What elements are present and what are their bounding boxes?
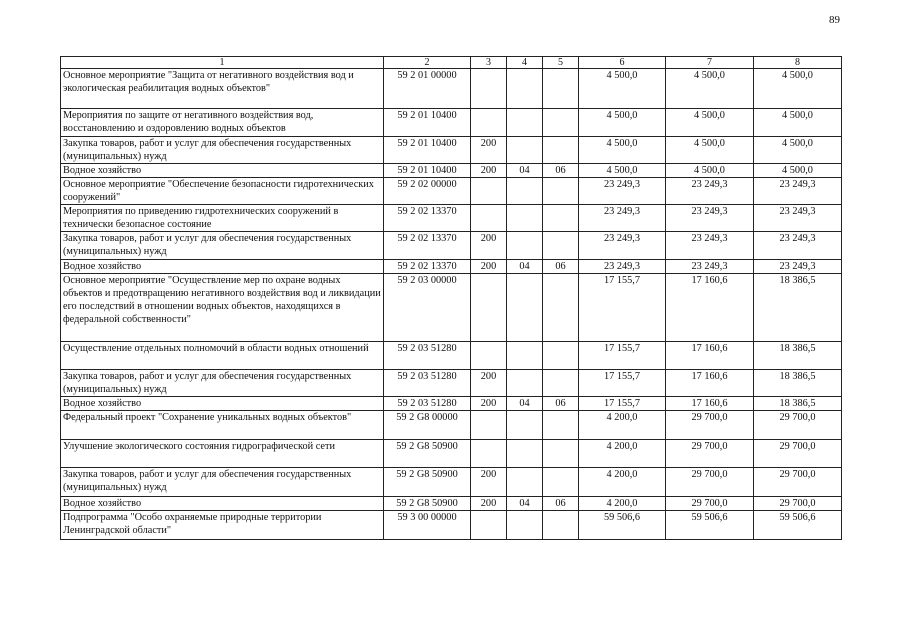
row-value-7: 17 160,6 — [666, 397, 754, 411]
table-row — [61, 178, 842, 205]
row-rz — [507, 411, 543, 440]
row-vr — [471, 511, 507, 540]
row-value-7: 4 500,0 — [666, 69, 754, 109]
row-name: Мероприятия по защите от негативного воздействия вод, восстановлению и оздоровлению водных объектов — [61, 109, 384, 137]
row-rz — [507, 69, 543, 109]
row-code: 59 2 02 13370 — [384, 232, 471, 260]
row-rz: 04 — [507, 397, 543, 411]
row-value-7: 17 160,6 — [666, 370, 754, 397]
row-vr: 200 — [471, 232, 507, 260]
header-row — [61, 57, 842, 69]
row-name: Улучшение экологического состояния гидрографической сети — [61, 440, 384, 468]
row-rz — [507, 109, 543, 137]
row-rz — [507, 178, 543, 205]
row-rz — [507, 468, 543, 497]
row-value-7: 59 506,6 — [666, 511, 754, 540]
row-value-6: 17 155,7 — [579, 370, 666, 397]
row-value-6: 4 200,0 — [579, 497, 666, 511]
row-name: Закупка товаров, работ и услуг для обеспечения государственных (муниципальных) нужд — [61, 370, 384, 397]
row-vr: 200 — [471, 468, 507, 497]
table-row — [61, 205, 842, 232]
row-value-7: 4 500,0 — [666, 137, 754, 164]
row-code: 59 2 G8 50900 — [384, 468, 471, 497]
row-rz — [507, 511, 543, 540]
row-name: Закупка товаров, работ и услуг для обеспечения государственных (муниципальных) нужд — [61, 468, 384, 497]
row-value-8: 4 500,0 — [754, 109, 842, 137]
row-vr: 200 — [471, 164, 507, 178]
row-rz — [507, 274, 543, 342]
row-name: Основное мероприятие "Защита от негативного воздействия вод и экологическая реабилитация водных объектов" — [61, 69, 384, 109]
row-code: 59 2 01 10400 — [384, 164, 471, 178]
row-value-8: 23 249,3 — [754, 178, 842, 205]
row-value-6: 23 249,3 — [579, 260, 666, 274]
row-vr — [471, 342, 507, 370]
table-row — [61, 511, 842, 540]
row-name: Водное хозяйство — [61, 397, 384, 411]
row-value-6: 4 500,0 — [579, 164, 666, 178]
row-pr — [543, 511, 579, 540]
header-cell: 6 — [579, 57, 666, 69]
row-name: Основное мероприятие "Обеспечение безопасности гидротехнических сооружений" — [61, 178, 384, 205]
row-pr: 06 — [543, 164, 579, 178]
row-value-6: 23 249,3 — [579, 205, 666, 232]
row-pr: 06 — [543, 497, 579, 511]
row-value-6: 4 200,0 — [579, 411, 666, 440]
row-code: 59 2 03 00000 — [384, 274, 471, 342]
row-value-8: 29 700,0 — [754, 468, 842, 497]
row-rz — [507, 370, 543, 397]
table-row — [61, 370, 842, 397]
row-vr — [471, 69, 507, 109]
table-row — [61, 260, 842, 274]
row-pr — [543, 342, 579, 370]
table-row — [61, 232, 842, 260]
row-value-8: 18 386,5 — [754, 370, 842, 397]
row-value-8: 18 386,5 — [754, 274, 842, 342]
row-value-7: 23 249,3 — [666, 178, 754, 205]
row-name: Основное мероприятие "Осуществление мер по охране водных объектов и предотвращению негативного воздействия вод и ликвидации его последствий в отношении водных объектов, находящихся в федеральной собственности" — [61, 274, 384, 342]
header-cell: 1 — [61, 57, 384, 69]
header-cell: 8 — [754, 57, 842, 69]
row-code: 59 2 03 51280 — [384, 342, 471, 370]
row-rz — [507, 205, 543, 232]
row-vr: 200 — [471, 370, 507, 397]
row-value-8: 29 700,0 — [754, 497, 842, 511]
table-row — [61, 440, 842, 468]
row-value-6: 17 155,7 — [579, 397, 666, 411]
row-value-6: 23 249,3 — [579, 232, 666, 260]
row-value-6: 4 500,0 — [579, 137, 666, 164]
row-value-7: 23 249,3 — [666, 232, 754, 260]
row-value-8: 23 249,3 — [754, 232, 842, 260]
row-pr — [543, 178, 579, 205]
row-pr — [543, 109, 579, 137]
row-name: Закупка товаров, работ и услуг для обеспечения государственных (муниципальных) нужд — [61, 137, 384, 164]
row-rz — [507, 440, 543, 468]
row-vr — [471, 109, 507, 137]
row-value-6: 4 500,0 — [579, 69, 666, 109]
row-name: Федеральный проект "Сохранение уникальных водных объектов" — [61, 411, 384, 440]
budget-table — [60, 56, 842, 540]
table-row — [61, 411, 842, 440]
row-pr — [543, 468, 579, 497]
row-code: 59 2 03 51280 — [384, 370, 471, 397]
row-value-8: 18 386,5 — [754, 342, 842, 370]
row-name: Закупка товаров, работ и услуг для обеспечения государственных (муниципальных) нужд — [61, 232, 384, 260]
row-value-6: 17 155,7 — [579, 274, 666, 342]
row-code: 59 2 02 00000 — [384, 178, 471, 205]
row-code: 59 2 G8 50900 — [384, 440, 471, 468]
table-body — [61, 69, 842, 540]
row-vr: 200 — [471, 137, 507, 164]
row-value-8: 29 700,0 — [754, 440, 842, 468]
row-vr — [471, 205, 507, 232]
row-vr — [471, 178, 507, 205]
row-value-7: 29 700,0 — [666, 497, 754, 511]
row-code: 59 2 03 51280 — [384, 397, 471, 411]
row-pr — [543, 232, 579, 260]
row-value-7: 17 160,6 — [666, 342, 754, 370]
row-name: Водное хозяйство — [61, 164, 384, 178]
table-row — [61, 109, 842, 137]
row-value-6: 59 506,6 — [579, 511, 666, 540]
row-code: 59 2 02 13370 — [384, 260, 471, 274]
row-pr: 06 — [543, 260, 579, 274]
row-vr — [471, 440, 507, 468]
row-name: Подпрограмма "Особо охраняемые природные территории Ленинградской области" — [61, 511, 384, 540]
row-rz — [507, 232, 543, 260]
row-rz: 04 — [507, 497, 543, 511]
row-value-8: 23 249,3 — [754, 205, 842, 232]
row-value-8: 59 506,6 — [754, 511, 842, 540]
table-row — [61, 69, 842, 109]
row-pr — [543, 274, 579, 342]
row-value-7: 29 700,0 — [666, 440, 754, 468]
row-code: 59 2 G8 50900 — [384, 497, 471, 511]
row-value-8: 4 500,0 — [754, 137, 842, 164]
table-row — [61, 497, 842, 511]
row-vr: 200 — [471, 397, 507, 411]
header-cell: 7 — [666, 57, 754, 69]
row-value-8: 29 700,0 — [754, 411, 842, 440]
table-row — [61, 468, 842, 497]
row-code: 59 2 01 00000 — [384, 69, 471, 109]
row-pr — [543, 370, 579, 397]
header-cell: 4 — [507, 57, 543, 69]
row-vr: 200 — [471, 497, 507, 511]
header-cell: 2 — [384, 57, 471, 69]
table-row — [61, 137, 842, 164]
row-value-8: 4 500,0 — [754, 69, 842, 109]
table-row — [61, 342, 842, 370]
row-pr — [543, 69, 579, 109]
row-vr — [471, 411, 507, 440]
row-rz — [507, 342, 543, 370]
row-rz: 04 — [507, 164, 543, 178]
row-value-6: 4 200,0 — [579, 468, 666, 497]
row-value-6: 4 200,0 — [579, 440, 666, 468]
row-name: Водное хозяйство — [61, 260, 384, 274]
row-value-7: 17 160,6 — [666, 274, 754, 342]
row-name: Водное хозяйство — [61, 497, 384, 511]
row-pr — [543, 137, 579, 164]
row-name: Мероприятия по приведению гидротехнических сооружений в технически безопасное состояние — [61, 205, 384, 232]
row-value-8: 23 249,3 — [754, 260, 842, 274]
table-row — [61, 397, 842, 411]
row-value-7: 29 700,0 — [666, 411, 754, 440]
header-cell: 5 — [543, 57, 579, 69]
row-pr — [543, 411, 579, 440]
table-row — [61, 274, 842, 342]
row-value-8: 18 386,5 — [754, 397, 842, 411]
row-code: 59 2 G8 00000 — [384, 411, 471, 440]
row-vr: 200 — [471, 260, 507, 274]
row-code: 59 2 01 10400 — [384, 109, 471, 137]
row-pr: 06 — [543, 397, 579, 411]
row-name: Осуществление отдельных полномочий в области водных отношений — [61, 342, 384, 370]
row-value-7: 23 249,3 — [666, 205, 754, 232]
row-value-8: 4 500,0 — [754, 164, 842, 178]
row-pr — [543, 440, 579, 468]
row-pr — [543, 205, 579, 232]
row-value-6: 23 249,3 — [579, 178, 666, 205]
row-rz — [507, 137, 543, 164]
row-code: 59 2 01 10400 — [384, 137, 471, 164]
header-cell: 3 — [471, 57, 507, 69]
row-value-7: 4 500,0 — [666, 164, 754, 178]
page-number: 89 — [829, 14, 840, 26]
table-row — [61, 164, 842, 178]
row-value-6: 17 155,7 — [579, 342, 666, 370]
row-value-6: 4 500,0 — [579, 109, 666, 137]
row-vr — [471, 274, 507, 342]
row-value-7: 23 249,3 — [666, 260, 754, 274]
row-value-7: 29 700,0 — [666, 468, 754, 497]
row-code: 59 2 02 13370 — [384, 205, 471, 232]
row-value-7: 4 500,0 — [666, 109, 754, 137]
row-code: 59 3 00 00000 — [384, 511, 471, 540]
row-rz: 04 — [507, 260, 543, 274]
